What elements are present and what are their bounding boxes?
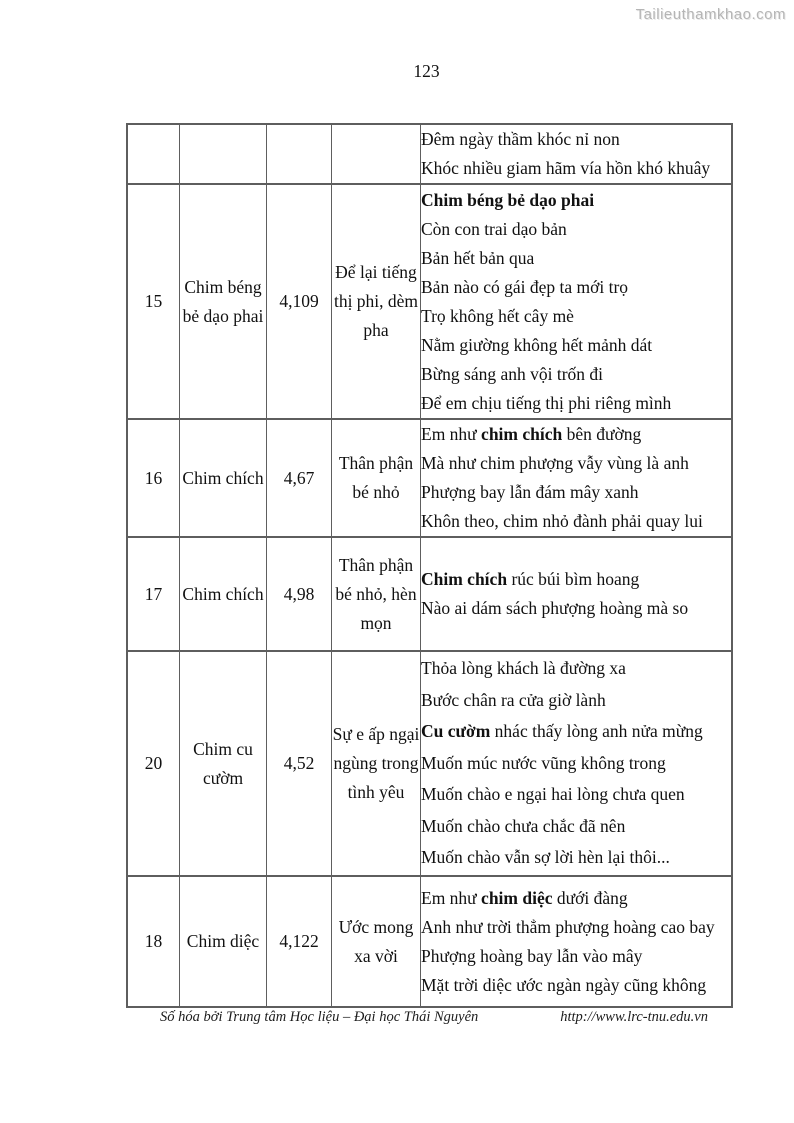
verse-segment: Muốn múc nước vũng không trong bbox=[421, 752, 666, 773]
verse-segment: Anh như trời thẳm phượng hoàng cao bay bbox=[421, 916, 715, 937]
watermark: Tailieuthamkhao.com bbox=[635, 6, 786, 23]
verse-line bbox=[421, 186, 731, 215]
meaning-cell: Sự e ấp ngại ngùng trong tình yêu bbox=[332, 651, 421, 876]
verse-segment: Phượng bay lẫn đám mây xanh bbox=[421, 482, 639, 502]
verse-line bbox=[421, 842, 731, 874]
verse-segment: Còn con trai dạo bản bbox=[421, 218, 567, 239]
table-row bbox=[127, 651, 732, 876]
verse-segment-bold: Cu cườm bbox=[421, 721, 491, 742]
verse-segment: Để em chịu tiếng thị phi riêng mình bbox=[421, 392, 672, 413]
verse-line bbox=[421, 971, 731, 1000]
verse-segment: nhác thấy lòng anh nửa mừng bbox=[490, 721, 703, 742]
verse-segment: rúc búi bìm hoang bbox=[507, 569, 640, 589]
verse-segment: Bản nào có gái đẹp ta mới trọ bbox=[421, 276, 629, 297]
footer-digitized-by: Số hóa bởi Trung tâm Học liệu – Đại học Thái Nguyên bbox=[160, 1009, 479, 1025]
page-number: 123 bbox=[413, 61, 440, 81]
table-row bbox=[127, 419, 732, 537]
verse-line bbox=[421, 779, 731, 811]
verse-segment: Nằm giường không hết mảnh dát bbox=[421, 334, 653, 355]
verse-segment: dưới đàng bbox=[552, 887, 628, 908]
verse-segment: Em như bbox=[421, 424, 482, 444]
verse-segment: Đêm ngày thầm khóc nỉ non bbox=[421, 129, 620, 149]
verse-line bbox=[421, 331, 731, 360]
bird-name-cell: Chim béng bẻ dạo phai bbox=[180, 184, 267, 419]
verse-segment-bold: chim chích bbox=[481, 424, 563, 444]
verse-line bbox=[421, 273, 731, 302]
row-number-cell: 20 bbox=[127, 651, 180, 876]
verse-cell bbox=[421, 876, 733, 1007]
verse-segment-bold: Chim chích bbox=[421, 569, 508, 589]
verse-cell bbox=[421, 651, 733, 876]
row-number-cell: 16 bbox=[127, 419, 180, 537]
table-row bbox=[127, 124, 732, 184]
verse-line bbox=[421, 685, 731, 717]
table-body bbox=[127, 124, 732, 1007]
verse-segment: Mà như chim phượng vẫy vùng là anh bbox=[421, 453, 689, 473]
bird-name-cell: Chim cu cườm bbox=[180, 651, 267, 876]
bird-name-cell bbox=[180, 124, 267, 184]
bird-verses-table bbox=[126, 123, 733, 1008]
table-row bbox=[127, 184, 732, 419]
verse-line bbox=[421, 389, 731, 418]
verse-line bbox=[421, 811, 731, 843]
bird-name-cell: Chim diệc bbox=[180, 876, 267, 1007]
verse-line bbox=[421, 913, 731, 942]
frequency-cell: 4,67 bbox=[267, 419, 332, 537]
verse-segment: Muốn chào vẫn sợ lời hèn lại thôi... bbox=[421, 847, 670, 868]
verse-line bbox=[421, 716, 731, 748]
verse-segment: Nào ai dám sách phượng hoàng mà so bbox=[421, 598, 689, 618]
verse-segment: Phượng hoàng bay lẫn vào mây bbox=[421, 945, 643, 966]
meaning-cell: Ước mong xa vời bbox=[332, 876, 421, 1007]
meaning-cell: Thân phận bé nhỏ bbox=[332, 419, 421, 537]
verse-line bbox=[421, 420, 731, 449]
meaning-cell: Để lại tiếng thị phi, dèm pha bbox=[332, 184, 421, 419]
verse-segment: Bừng sáng anh vội trốn đi bbox=[421, 363, 604, 384]
verse-line bbox=[421, 748, 731, 780]
verse-line bbox=[421, 653, 731, 685]
verse-line bbox=[421, 594, 731, 623]
footer-url: http://www.lrc-tnu.edu.vn bbox=[560, 1009, 708, 1025]
verse-line bbox=[421, 360, 731, 389]
row-number-cell: 18 bbox=[127, 876, 180, 1007]
verse-cell bbox=[421, 419, 733, 537]
verse-line bbox=[421, 244, 731, 273]
meaning-cell: Thân phận bé nhỏ, hèn mọn bbox=[332, 537, 421, 651]
verse-line bbox=[421, 302, 731, 331]
verse-line bbox=[421, 478, 731, 507]
bird-name-cell: Chim chích bbox=[180, 419, 267, 537]
verse-segment-bold: Chim béng bẻ dạo phai bbox=[421, 189, 595, 210]
verse-segment: bên đường bbox=[562, 424, 642, 444]
verse-segment: Bản hết bản qua bbox=[421, 247, 535, 268]
verse-line bbox=[421, 154, 731, 183]
verse-line bbox=[421, 449, 731, 478]
verse-segment: Khôn theo, chim nhỏ đành phải quay lui bbox=[421, 511, 703, 531]
row-number-cell: 15 bbox=[127, 184, 180, 419]
verse-line bbox=[421, 215, 731, 244]
frequency-cell: 4,52 bbox=[267, 651, 332, 876]
verse-cell bbox=[421, 537, 733, 651]
verse-segment: Em như bbox=[421, 887, 482, 908]
table-row bbox=[127, 537, 732, 651]
row-number-cell: 17 bbox=[127, 537, 180, 651]
verse-segment-bold: chim diệc bbox=[481, 887, 553, 908]
verse-line bbox=[421, 507, 731, 536]
verse-line bbox=[421, 884, 731, 913]
verse-segment: Muốn chào chưa chắc đã nên bbox=[421, 815, 626, 836]
row-number-cell bbox=[127, 124, 180, 184]
bird-name-cell: Chim chích bbox=[180, 537, 267, 651]
frequency-cell: 4,122 bbox=[267, 876, 332, 1007]
verse-segment: Thỏa lòng khách là đường xa bbox=[421, 658, 626, 679]
verse-segment: Mặt trời diệc ước ngàn ngày cũng không bbox=[421, 974, 707, 995]
verse-segment: Trọ không hết cây mè bbox=[421, 305, 574, 326]
verse-segment: Khóc nhiều giam hãm vía hồn khó khuây bbox=[421, 158, 711, 178]
frequency-cell: 4,109 bbox=[267, 184, 332, 419]
verse-line bbox=[421, 125, 731, 154]
verse-segment: Muốn chào e ngại hai lòng chưa quen bbox=[421, 784, 685, 805]
verse-cell bbox=[421, 184, 733, 419]
frequency-cell: 4,98 bbox=[267, 537, 332, 651]
page-footer bbox=[126, 1009, 726, 1026]
verse-segment: Bước chân ra cửa giờ lành bbox=[421, 689, 606, 710]
table-row bbox=[127, 876, 732, 1007]
frequency-cell bbox=[267, 124, 332, 184]
verse-line bbox=[421, 565, 731, 594]
verse-line bbox=[421, 942, 731, 971]
verse-cell bbox=[421, 124, 733, 184]
meaning-cell bbox=[332, 124, 421, 184]
